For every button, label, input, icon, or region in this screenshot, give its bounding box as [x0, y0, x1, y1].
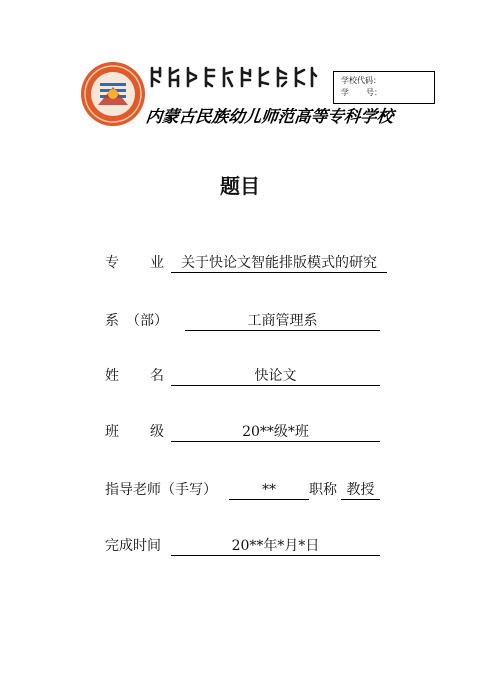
date-label: 完成时间 — [105, 538, 161, 554]
date-value: 20**年*月*日 — [171, 537, 380, 556]
class-label-1: 班 — [105, 424, 119, 440]
date-field — [105, 537, 320, 555]
department-label: 系 （部） — [105, 313, 168, 329]
school-code-box — [333, 71, 435, 104]
class-field — [105, 423, 309, 441]
school-code-label: 学校代码： — [341, 76, 381, 85]
department-field — [105, 312, 318, 330]
advisor-value: ** — [229, 481, 309, 500]
major-label-1: 专 — [105, 255, 119, 271]
name-value: 快论文 — [171, 367, 380, 386]
advisor-label: 指导老师（手写） — [105, 482, 217, 498]
class-value: 20**级*班 — [171, 423, 380, 442]
school-emblem-logo — [80, 61, 146, 127]
advisor-title-value: 教授 — [341, 481, 380, 500]
major-field — [105, 254, 377, 272]
student-id-label-2: 号： — [366, 88, 382, 97]
major-label-2: 业 — [150, 255, 164, 271]
school-name: 内蒙古民族幼儿师范高等专科学校 — [144, 107, 395, 126]
class-label-2: 级 — [150, 424, 164, 440]
advisor-field — [105, 481, 375, 499]
mongolian-script-logo — [148, 64, 318, 90]
department-value: 工商管理系 — [185, 312, 380, 331]
school-code-row — [341, 75, 434, 87]
name-label-2: 名 — [150, 368, 164, 384]
advisor-title-label: 职称 — [309, 482, 337, 498]
student-id-label-1: 学 — [341, 88, 349, 97]
name-field — [105, 367, 297, 385]
mongolian-text: ᠥᠪᠦᠷ ᠮᠣᠩᠭᠣᠯ — [148, 64, 155, 65]
major-value: 关于快论文智能排版模式的研究 — [171, 254, 387, 273]
student-id-row — [341, 87, 434, 99]
name-label-1: 姓 — [105, 368, 119, 384]
page-title: 题目 — [220, 174, 260, 198]
